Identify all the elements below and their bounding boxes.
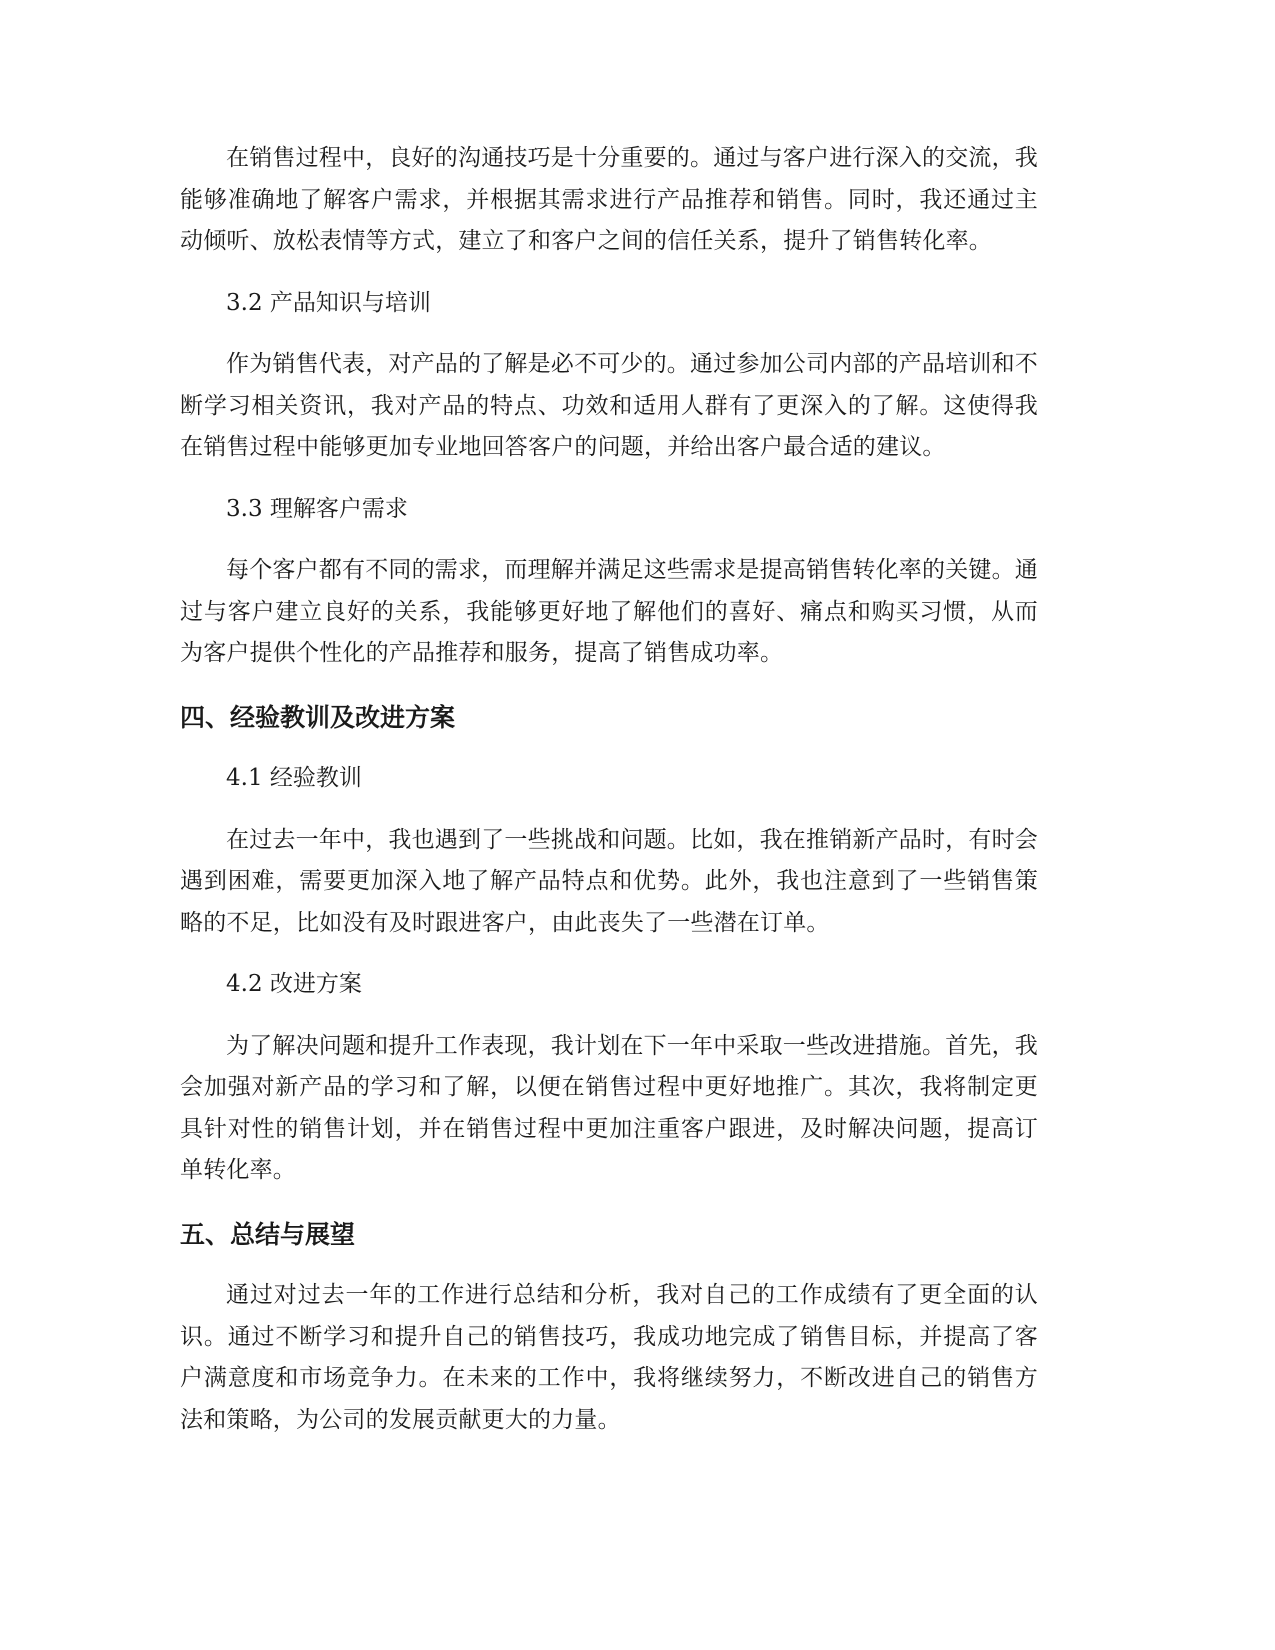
paragraph-customer-needs: 每个客户都有不同的需求，而理解并满足这些需求是提高销售转化率的关键。通过与客户建立良好的关系，我能够更好地了解他们的喜好、痛点和购买习惯，从而为客户提供个性化的产品推荐和服务，提高了销售成功率。 [180, 557, 1038, 666]
subheading-4-1: 4.1 经验教训 [226, 765, 362, 791]
paragraph-summary-outlook: 通过对过去一年的工作进行总结和分析，我对自己的工作成绩有了更全面的认识。通过不断学习和提升自己的销售技巧，我成功地完成了销售目标，并提高了客户满意度和市场竞争力。在未来的工作中，我将继续努力，不断改进自己的销售方法和策略，为公司的发展贡献更大的力量。 [180, 1282, 1038, 1433]
section-heading-4: 四、经验教训及改进方案 [180, 702, 456, 732]
paragraph-communication-skills: 在销售过程中，良好的沟通技巧是十分重要的。通过与客户进行深入的交流，我能够准确地了解客户需求，并根据其需求进行产品推荐和销售。同时，我还通过主动倾听、放松表情等方式，建立了和客户之间的信任关系，提升了销售转化率。 [180, 145, 1038, 254]
paragraph-product-knowledge: 作为销售代表，对产品的了解是必不可少的。通过参加公司内部的产品培训和不断学习相关资讯，我对产品的特点、功效和适用人群有了更深入的了解。这使得我在销售过程中能够更加专业地回答客户的问题，并给出客户最合适的建议。 [180, 351, 1038, 460]
paragraph-improvement-plan: 为了解决问题和提升工作表现，我计划在下一年中采取一些改进措施。首先，我会加强对新产品的学习和了解，以便在销售过程中更好地推广。其次，我将制定更具针对性的销售计划，并在销售过程中更加注重客户跟进，及时解决问题，提高订单转化率。 [180, 1032, 1038, 1183]
subheading-3-2: 3.2 产品知识与培训 [226, 289, 431, 316]
subheading-4-2: 4.2 改进方案 [226, 971, 362, 997]
subheading-3-3: 3.3 理解客户需求 [226, 495, 408, 522]
paragraph-lessons-learned: 在过去一年中，我也遇到了一些挑战和问题。比如，我在推销新产品时，有时会遇到困难，需要更加深入地了解产品特点和优势。此外，我也注意到了一些销售策略的不足，比如没有及时跟进客户，由此丧失了一些潜在订单。 [180, 826, 1038, 936]
document-body [180, 138, 1038, 1441]
section-heading-5: 五、总结与展望 [180, 1219, 356, 1249]
